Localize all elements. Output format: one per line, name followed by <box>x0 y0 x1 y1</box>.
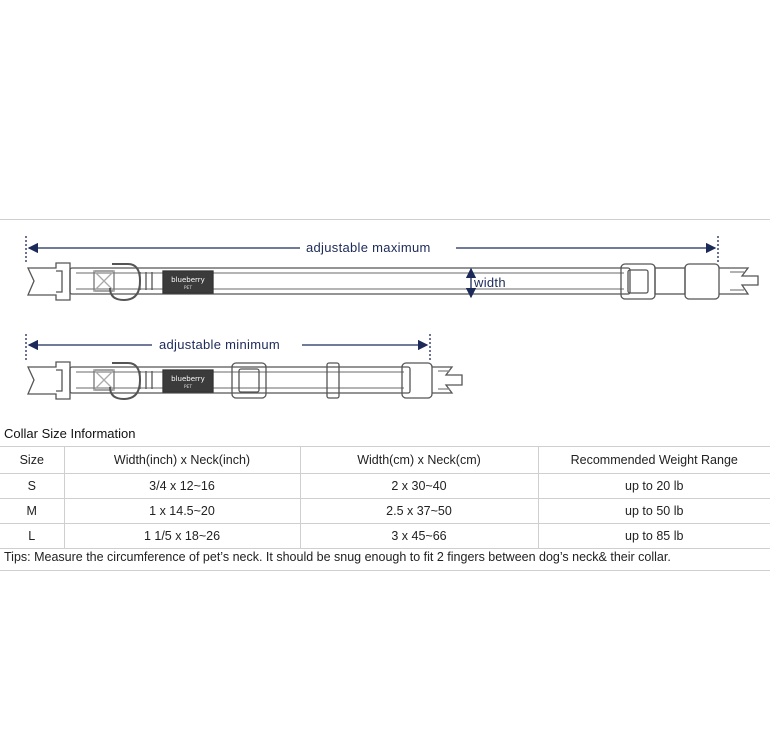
cell-inch: 3/4 x 12~16 <box>64 474 300 499</box>
brand-tag-text-min: blueberry <box>171 375 205 383</box>
header-inch: Width(inch) x Neck(inch) <box>64 447 300 474</box>
width-label: width <box>474 275 506 290</box>
cell-cm: 2 x 30~40 <box>300 474 538 499</box>
section-title: Collar Size Information <box>4 426 136 441</box>
adjustable-maximum-label: adjustable maximum <box>300 240 437 255</box>
adjustable-minimum-label: adjustable minimum <box>153 337 286 352</box>
cell-size: M <box>0 499 64 524</box>
tips-text: Tips: Measure the circumference of pet’s neck. It should be snug enough to fit 2 fingers between dog’s neck& their collar. <box>4 550 671 564</box>
cell-inch: 1 1/5 x 18~26 <box>64 524 300 549</box>
cell-weight: up to 20 lb <box>538 474 770 499</box>
cell-inch: 1 x 14.5~20 <box>64 499 300 524</box>
header-size: Size <box>0 447 64 474</box>
cell-cm: 3 x 45~66 <box>300 524 538 549</box>
cell-cm: 2.5 x 37~50 <box>300 499 538 524</box>
brand-tag-sub-min: PET <box>183 385 193 390</box>
header-cm: Width(cm) x Neck(cm) <box>300 447 538 474</box>
header-weight: Recommended Weight Range <box>538 447 770 474</box>
cell-size: L <box>0 524 64 549</box>
bottom-divider <box>0 570 770 571</box>
table-row <box>0 474 770 499</box>
table-row <box>0 524 770 549</box>
brand-tag-text-max: blueberry <box>171 276 205 284</box>
brand-tag-sub-max: PET <box>183 286 193 291</box>
table-header-row <box>0 447 770 474</box>
cell-weight: up to 50 lb <box>538 499 770 524</box>
cell-size: S <box>0 474 64 499</box>
table-row <box>0 499 770 524</box>
collar-size-table <box>0 446 770 549</box>
cell-weight: up to 85 lb <box>538 524 770 549</box>
